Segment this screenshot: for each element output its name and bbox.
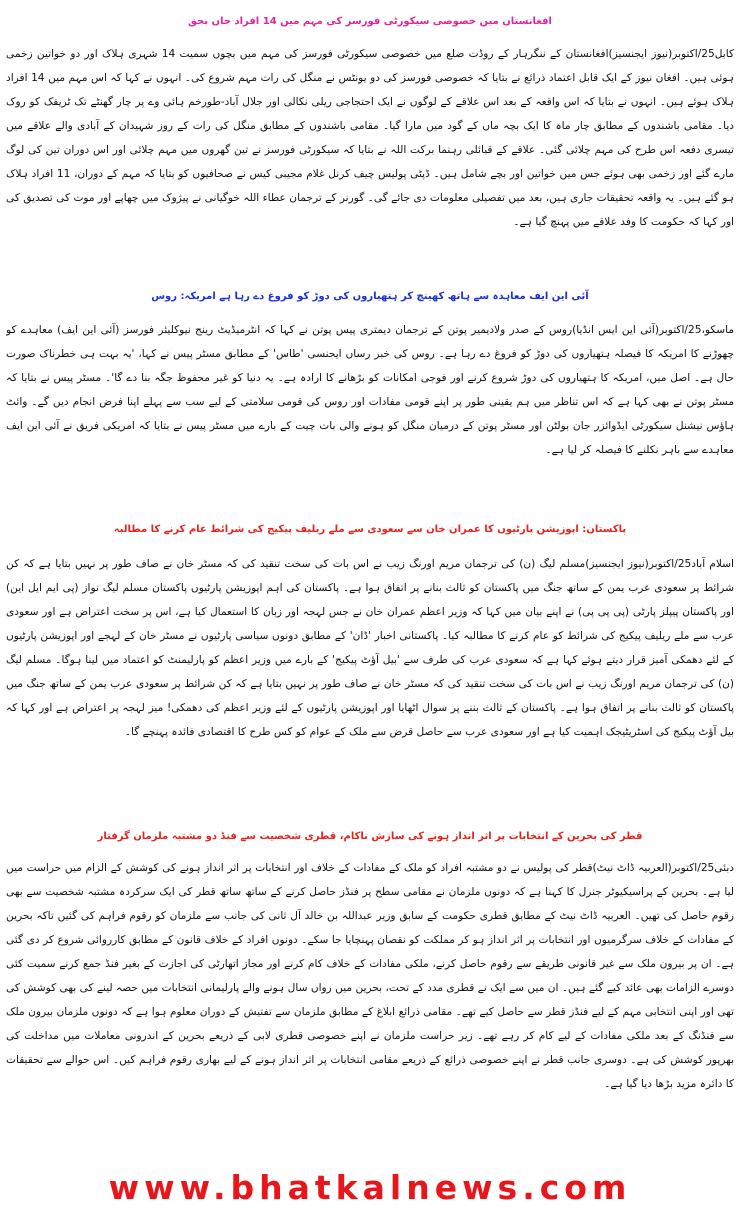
article-4-body: دبئی25/اکتوبر(العربیہ ڈاٹ نیٹ)قطر کی پولیس نے دو مشتبہ افراد کو ملک کے مفادات کے خلاف اور انتخابات پر اثر انداز ہونے کی کوشش کے الزام میں حراست میں لیا ہے۔ بحرین کے پراسیکیوٹر جنرل کا کہنا ہے کہ دونوں ملزمان نے مقامی سطح پر فنڈز حاصل کرنے کے ساتھ ساتھ قطر کی ایک سرکردہ مشتبہ شخصیت سے بھی رقوم حاصل کی تھیں۔ العربیہ ڈاٹ نیٹ کے مطابق قطری حکومت کے سابق وزیر عبداللہ بن خالد آل ثانی کی جانب سے ملزمان کو رقوم فراہم کی گئیں تاکہ بحرین کے مفادات کے خلاف سرگرمیوں اور انتخابات پر اثر انداز ہو کر مملکت کو نقصان پہنچایا جا سکے۔ دونوں افراد کے خلاف قانون کے مطابق کارروائی شروع کر دی گئی ہے۔ ان پر بیرون ملک سے غیر قانونی طریقے سے رقوم حاصل کرنے، ملکی مفادات کے خلاف کام کرنے اور مجاز اتھارٹی کی اجازت کے بغیر فنڈ جمع کرنے سمیت کئی دوسرے الزامات بھی عائد کیے گئے ہیں۔ ان میں سے ایک نے قطری مدد کے تحت، بحرین میں رواں سال ہونے والے پارلیمانی انتخابات میں حصہ لینے کی بھی کوشش کی تھی اور اپنی انتخابی مہم کے لیے فنڈز قطر سے حاصل کیے تھے۔ مقامی ذرائع ابلاغ کے مطابق ملزمان سے تفتیش کے دوران معلوم ہوا ہے کہ دونوں ملزمان بیرون ملک سے فنڈنگ کے بعد ملکی مفادات کے لیے کام کر رہے تھے۔ زیر حراست ملزمان نے اپنے خصوصی قطری لابی کے ذریعے بحرین کے اندرونی معاملات میں مداخلت کی بھرپور کوشش کی ہے۔ دوسری جانب قطر نے اپنے خصوصی ذرائع کے ذریعے مقامی انتخابات پر اثر انداز ہونے کے لیے بھاری رقوم فراہم کیں۔ اس حوالے سے تحقیقات کا دائرہ مزید بڑھا دیا گیا ہے۔: [6, 862, 734, 1090]
article-1-body: کابل25/اکتوبر(نیوز ایجنسیز)افغانستان کے ننگرہار کے روڈت ضلع میں خصوصی سیکورٹی فورسز کی مہم میں بچوں سمیت 14 شہری ہلاک اور دو خواتین زخمی ہوئی ہیں۔ افغان نیوز کے ایک قابل اعتماد ذرائع نے بتایا کہ خصوصی فورسز کی دو یونٹس نے منگل کی رات مہم شروع کی۔ انہوں نے کہا کہ اس مہم میں 14 افراد ہلاک ہوئے ہیں۔ انہوں نے بتایا کہ اس واقعہ کے بعد اس علاقے کے لوگوں نے ایک احتجاجی ریلی نکالی اور جلال آباد-طورخم ہائی وے پر چار گھنٹے تک ٹریفک کو روک دیا۔ مقامی باشندوں کے مطابق چار ماہ کا ایک بچہ ماں کے گود میں مارا گیا۔ مقامی باشندوں کے مطابق منگل کی رات کے روز شہیدان کے آبادی والے علاقے میں تیسری دفعہ اس طرح کی مہم چلائی گئی۔ علاقے کے قبائلی رہنما برکت اللہ نے بتایا کہ سیکورٹی فورسز نے تین گھروں میں مہم چلائی اور اس دوران تین کی لوگ مارے گئے اور زخمی بھی ہوئے جس میں خواتین اور بچے شامل ہیں۔ ڈپٹی پولیس چیف کرنل غلام مجیبی کیس نے صحافیوں کو بتایا کہ مہم کے دوران، 11 افراد ہلاک ہو گئے ہیں۔ یہ واقعہ تحقیقات جاری ہیں، بعد میں تفصیلی معلومات دی جائے گی۔ گورنر کے ترجمان عطاء اللہ خوگیانی نے پیژوک میں چھاپے اور موت کی تصدیق کی اور کہا کہ حکومت کا وفد علاقے میں پہنچ گیا ہے۔: [6, 48, 734, 228]
article-4-headline: قطر کی بحرین کے انتخابات پر اثر انداز ہونے کی سازش ناکام، قطری شخصیت سے فنڈ دو مشتبہ ملزمان گرفتار: [97, 831, 643, 842]
article-3-body: اسلام آباد25/اکتوبر(نیوز ایجنسیز)مسلم لیگ (ن) کی ترجمان مریم اورنگ زیب نے اس بات کی سخت تنقید کی کہ مسٹر خان نے صاف طور پر نہیں بتایا ہے کہ کن شرائط پر سعودی عرب یمن کے ساتھ جنگ میں پاکستان کو ثالث بنانے پر اتفاق ہوا ہے۔ پاکستان کی اہم اپوزیشن پارٹیوں پاکستان مسلم لیگ نواز (پی ایم ایل این) اور پاکستان پیپلز پارٹی (پی پی پی) نے اپنے بیان میں کہا کہ وزیر اعظم عمران خان نے جس لہجہ اور زبان کا استعمال کیا ہے، اس پر سخت اعتراض ہے اور سعودی عرب سے ملے ریلیف پیکیج کی شرائط کو عام کرنے کا مطالبہ کیا۔ پاکستانی اخبار 'ڈان' کے مطابق دونوں سیاسی پارٹیوں نے مسٹر خان کے لہجے اور اپوزیشن پارٹیوں کے لئے دھمکی آمیز قرار دیتے ہوئے کہا ہے کہ سعودی عرب کی طرف سے 'بیل آؤٹ پیکیج' کے بارے میں وزیر اعظم کو پارلیمنٹ کو اعتماد میں لینا ہوگا۔ مسلم لیگ (ن) کی ترجمان مریم اورنگ زیب نے اس بات کی سخت تنقید کی کہ مسٹر خان نے صاف طور پر نہیں بتایا ہے کہ کن شرائط پر سعودی عرب یمن کے ساتھ جنگ میں پاکستان کو ثالث بنانے پر اتفاق ہوا ہے۔ پاکستان کے ثالث بننے پر سوال اٹھایا اور اپوزیشن پارٹیوں کے لئے وزیر اعظم کی دھمکی! میز لہجہ پر اعتراض ہے اور کہا کہ بیل آؤٹ پیکیج کی اسٹریٹیجک اہمیت کیا ہے اور سعودی عرب سے حاصل قرض سے ملک کے عوام کو کس طرح کا اقتصادی فائدہ پہنچے گا۔: [6, 558, 734, 738]
article-3-headline: پاکستان: اپوزیشن پارٹیوں کا عمران خان سے سعودی سے ملے ریلیف پیکیج کی شرائط عام کرنے کا مطالبہ: [113, 524, 627, 535]
article-1-headline: افغانستان میں خصوصی سیکورٹی فورسز کی مہم میں 14 افراد جاں بحق: [188, 16, 552, 27]
article-2-body: ماسکو،25/اکتوبر(آئی این ایس انڈیا)روس کے صدر ولادیمیر پوتن کے ترجمان دیمتری پیس پوتن نے کہا کہ انٹرمیڈیٹ رینج نیوکلیئر فورسز (آئی این ایف) معاہدے کو چھوڑنے کا امریکہ کا فیصلہ ہتھیاروں کی دوڑ کو فروغ دے رہا ہے۔ روس کی خبر رساں ایجنسی 'طاس' کے مطابق مسٹر پیس نے کہا، 'یہ بہت ہی خطرناک صورت حال ہے۔ اصل میں، امریکہ کا ہتھیاروں کی دوڑ شروع کرنے اور فوجی امکانات کو بڑھانے کا ارادہ ہے۔ یہ دنیا کو غیر محفوظ جگہ بنا دے گا'۔ مسٹر پیس نے بتایا کہ مسٹر پوتن نے بھی کہا ہے کہ اس تناظر میں ہم یقینی طور پر اپنے قومی مفادات اور روس کی قومی سلامتی کے لیے سب سے پہلے اپنا فرض انجام دیں گے۔ وائٹ ہاؤس نیشنل سیکورٹی ایڈوائزر جان بولٹن اور مسٹر پوتن کے درمیان منگل کو ہونے والی بات چیت کے بارے میں مسٹر پیس نے بتایا کہ امریکی فریق نے آئی این ایف معاہدے سے باہر نکلنے کا فیصلہ کر لیا ہے۔: [6, 324, 734, 456]
article-2-headline: آئی این ایف معاہدہ سے ہاتھ کھینچ کر ہتھیاروں کی دوڑ کو فروغ دے رہا ہے امریکہ: روس: [151, 291, 589, 302]
site-url-footer: www.bhatkalnews.com: [108, 1168, 632, 1207]
